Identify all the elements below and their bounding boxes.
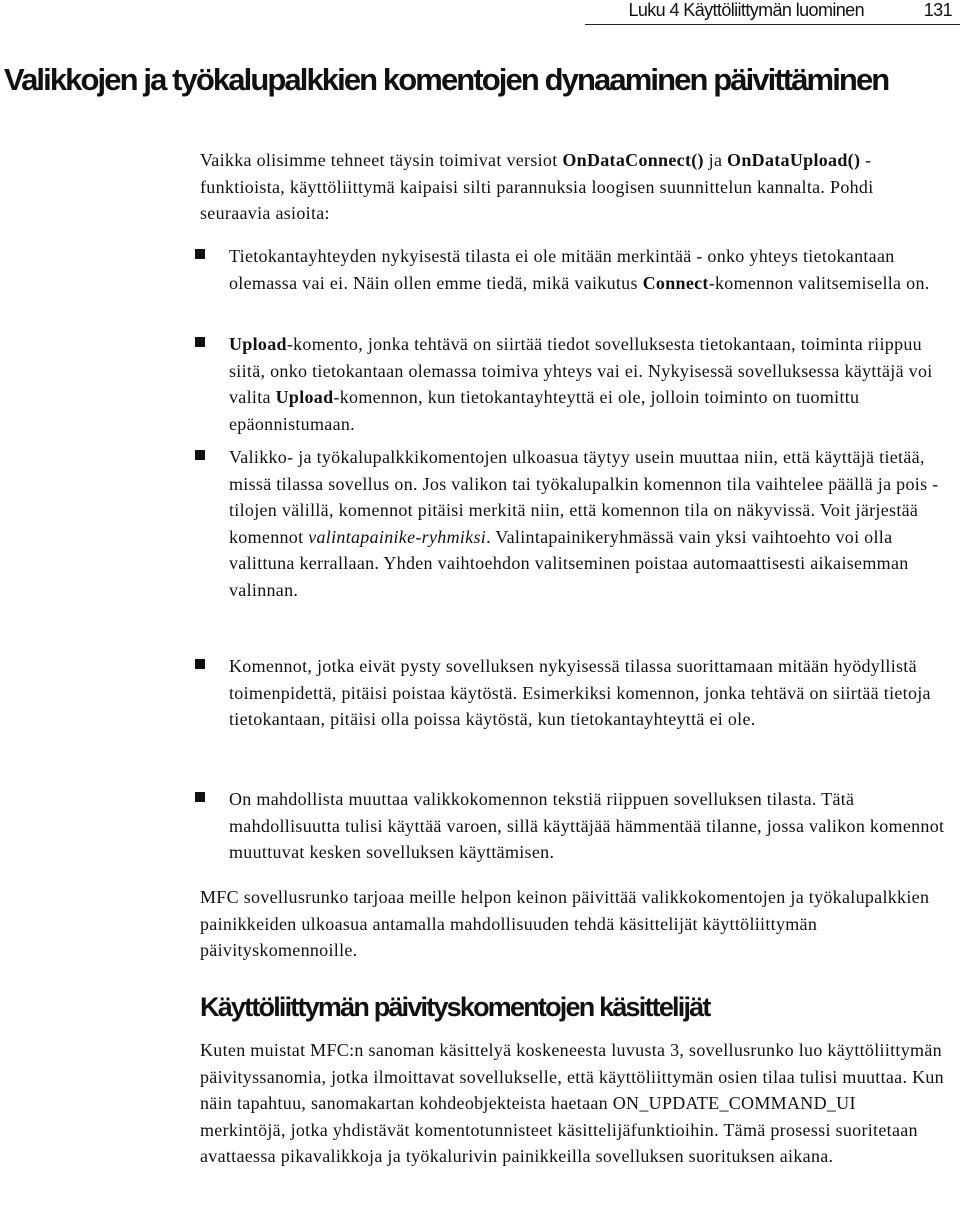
bullet-text: Komennot, jotka eivät pysty sovelluksen nykyisessä tilassa suorittamaan mitään hyödyllistä toimenpidettä, pitäisi poistaa käytöstä. Esimerkiksi komennon, jonka tehtävä on siirtää tietoja tietokantaan, pitäisi olla poissa käytöstä, kun tietokantayhteyttä ei ole.: [229, 656, 931, 729]
square-bullet-icon: [195, 659, 205, 669]
intro-keyword-1: OnDataConnect(): [562, 150, 704, 170]
bullet-item: [229, 444, 945, 603]
bullet-keyword: Connect: [642, 272, 709, 293]
closing-paragraph: MFC sovellusrunko tarjoaa meille helpon keinon päivittää valikkokomentojen ja työkalupalkkien painikkeiden ulkoasua antamalla mahdollisuuden tehdä käsittelijät käyttöliittymän päivityskomennoille.: [200, 887, 930, 960]
intro-paragraph: [200, 147, 945, 227]
bullet-item: [229, 786, 945, 866]
bullet-keyword: Upload: [275, 387, 334, 407]
bullet-text: -komennon, kun tietokantayhteyttä ei ole, jolloin toiminto on tuomittu epäonnistumaan.: [229, 387, 860, 434]
bullet-text: On mahdollista muuttaa valikkokomennon tekstiä riippuen sovelluksen tilasta. Tätä mahdollisuutta tulisi käyttää varoen, sillä käyttäjää hämmentää tilanne, jossa valikon komennot muuttuvat kesken sovelluksen käyttämisen.: [229, 789, 945, 862]
square-bullet-icon: [195, 450, 205, 460]
bullet-italic-term: valintapainike-ryhmiksi: [308, 526, 487, 547]
intro-text-1: Vaikka olisimme tehneet täysin toimivat versiot: [200, 150, 563, 170]
square-bullet-icon: [195, 337, 205, 347]
bullet-keyword: Upload: [229, 334, 287, 354]
bullet-text: Valikko- ja työkalupalkkikomentojen ulkoasua täytyy usein muuttaa niin, että käyttäjä tietää, missä tilassa sovellus on. Jos valikon tai työkalupalkin komennon tila vaihtelee päällä ja pois -tilojen välillä, komennot pitäisi merkitä niin, että komennon tila on näkyvissä. Voit järjestää komennot: [229, 447, 939, 547]
intro-text-2: ja: [703, 150, 728, 170]
bullet-item: [229, 243, 945, 296]
chapter-title: Luku 4 Käyttöliittymän luominen: [628, 0, 864, 20]
bullet-text: -komennon valitsemisella on.: [708, 272, 930, 293]
bullet-text: -komento, jonka tehtävä on siirtää tiedot sovelluksesta tietokantaan, toiminta riippuu siitä, onko tietokantaan olemassa toimiva yhteys vai ei. Nykyisessä sovelluksessa käyttäjä voi valita: [229, 334, 933, 407]
intro-text-3: -funktioista, käyttöliittymä kaipaisi silti parannuksia loogisen suunnittelun kannalta. Pohdi seuraavia asioita:: [200, 150, 874, 223]
bullet-item: [229, 331, 945, 437]
running-header: [0, 0, 960, 26]
intro-keyword-2: OnDataUpload(): [727, 150, 861, 170]
bullet-text: Tietokantayhteyden nykyisestä tilasta ei ole mitään merkintää - onko yhteys tietokantaan olemassa vai ei. Näin ollen emme tiedä, mikä vaikutus: [229, 246, 895, 293]
subsection-heading: Käyttöliittymän päivityskomentojen käsittelijät: [200, 992, 710, 1022]
bullet-text: . Valintapainikeryhmässä vain yksi vaihtoehto voi olla valittuna kerrallaan. Yhden vaihtoehdon valitseminen poistaa automaattisesti aikaisemman valinnan.: [229, 526, 909, 600]
page-number: 131: [923, 0, 952, 20]
square-bullet-icon: [195, 249, 205, 259]
header-rule: [585, 24, 960, 25]
section-heading: Valikkojen ja työkalupalkkien komentojen dynaaminen päivittäminen: [4, 62, 889, 97]
body-paragraph: Kuten muistat MFC:n sanoman käsittelyä koskeneesta luvusta 3, sovellusrunko luo käyttöliittymän päivityssanomia, jotka ilmoittavat sovellukselle, että käyttöliittymän osien tilaa tulisi muuttaa. Kun näin tapahtuu, sanomakartan kohdeobjekteista haetaan ON_UPDATE_COMMAND_UI merkintöjä, jotka yhdistävät komentotunnisteet käsittelijäfunktioihin. Tämä prosessi suoritetaan avattaessa pikavalikkoja ja työkalurivin painikkeilla sovelluksen suorituksen aikana.: [200, 1040, 944, 1166]
bullet-item: [229, 653, 945, 733]
square-bullet-icon: [195, 792, 205, 802]
